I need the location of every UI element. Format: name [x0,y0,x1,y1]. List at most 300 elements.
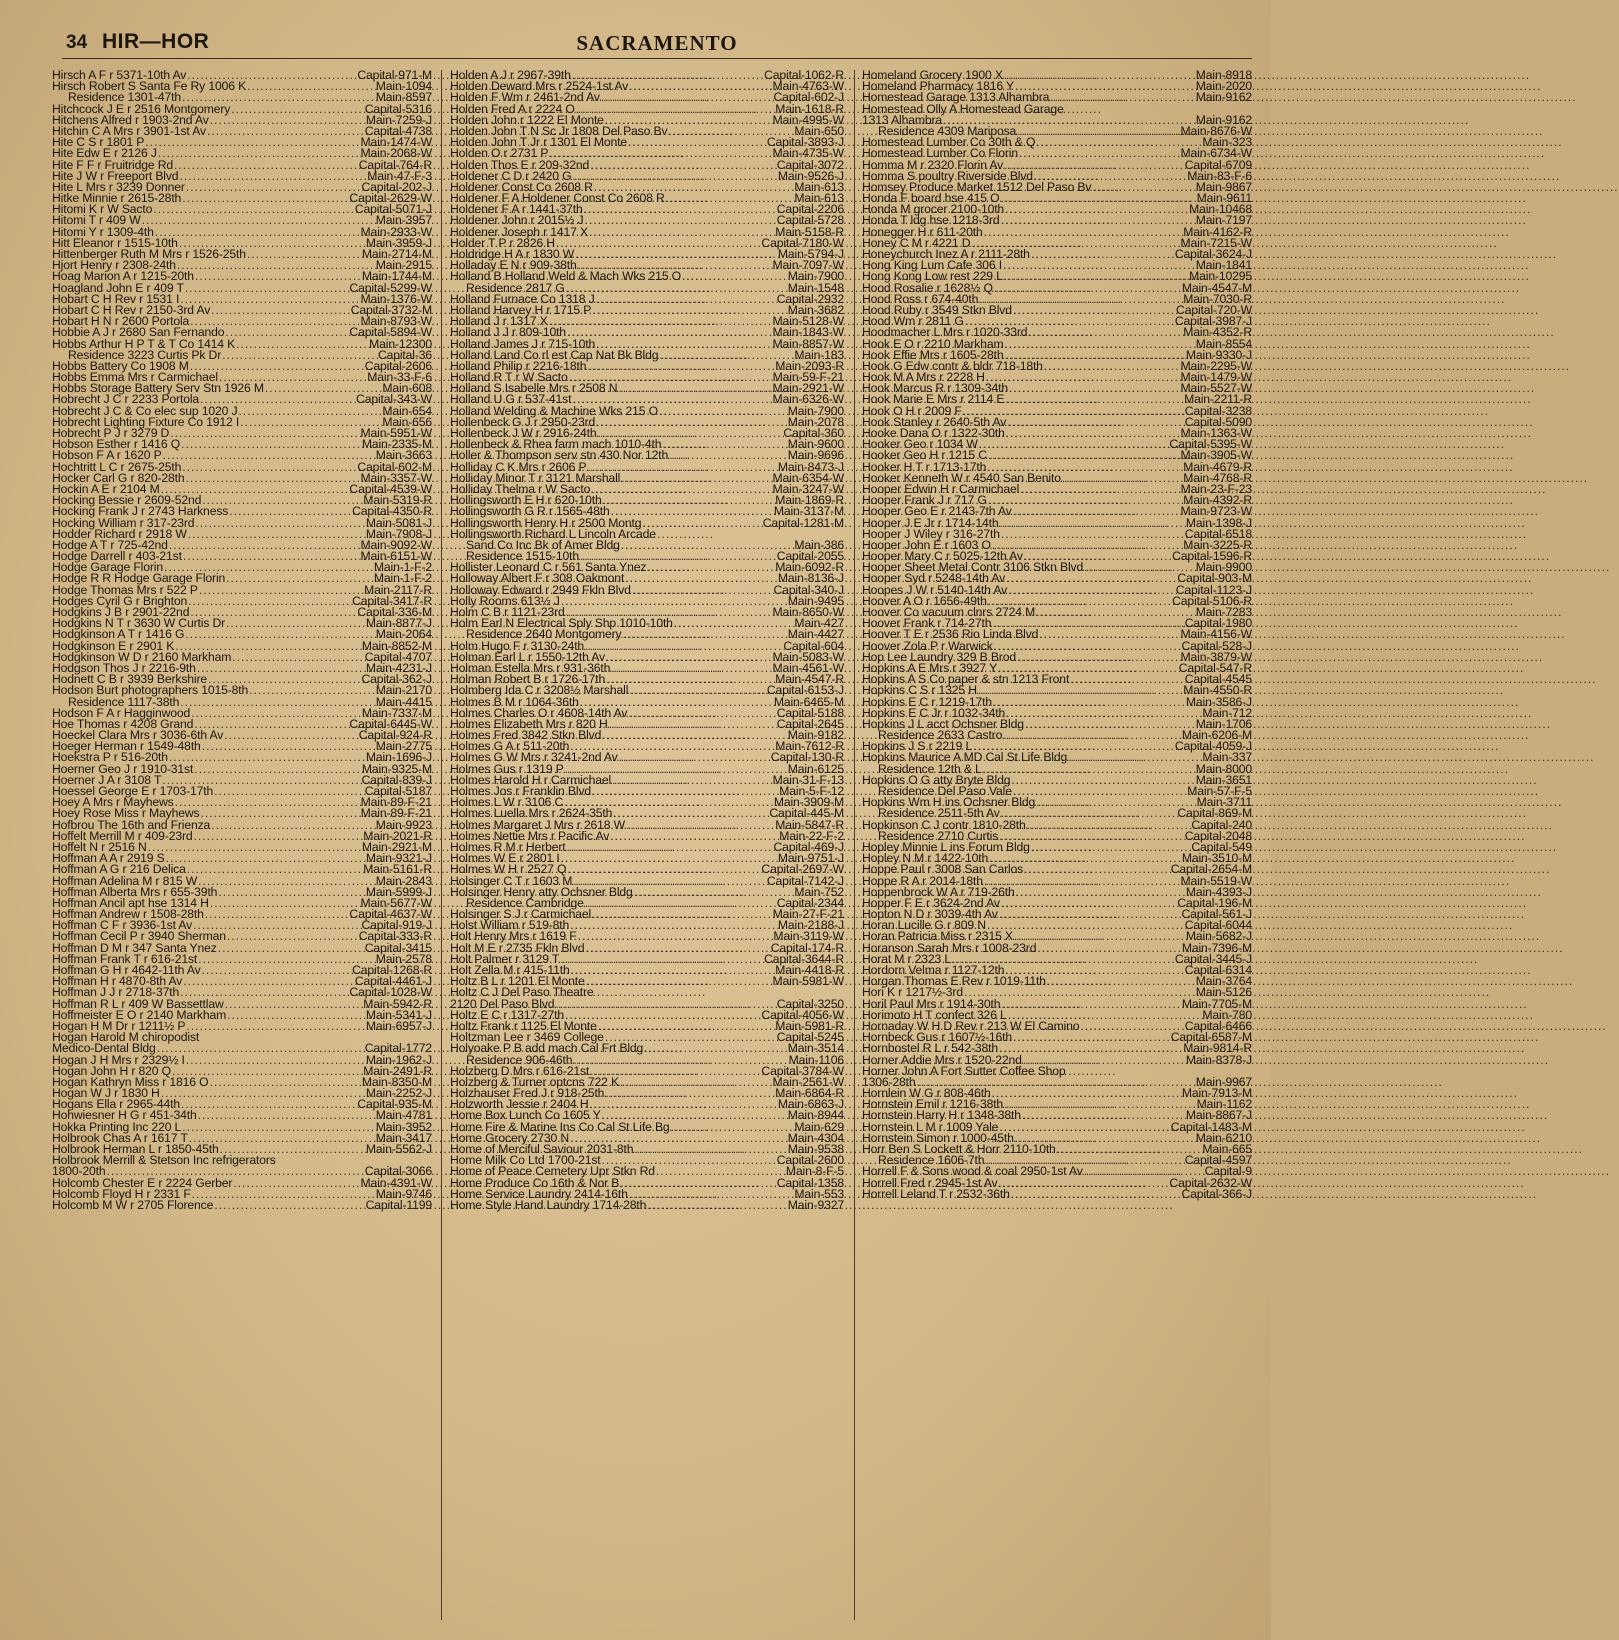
listing-phone: Capital-130-R [770,750,844,765]
listing-phone: Main-9495 [787,593,844,608]
listing-phone: Main-8867-J [1185,1108,1252,1123]
dot-leader [1049,92,1196,103]
listing-name: Hodge Darrell r 403-21st [52,549,182,564]
listing-phone: Main-5942-R [363,996,432,1011]
listing-name: Holbrook Chas A r 1617 T [52,1130,188,1145]
listing-name: Hopkins J S r 2219 L [862,739,973,754]
listing-column-1 [52,70,432,1620]
listing-phone: Capital-2048 [1184,828,1252,843]
listing-phone: Capital-2654-M [1170,862,1252,877]
listing-entry [862,1186,1252,1201]
listing-name: Hopkins O G atty Bryte Bldg [862,772,1011,787]
listing-name: Hite Edw E r 2126 J [52,146,157,161]
listing-phone: Capital-5316 [364,101,432,116]
listing-name: Holliday Thelma r W Sacto [450,481,591,496]
listing-name: Hogans Ella r 2965-44th [52,1097,180,1112]
listing-phone: Main-1398-J [1185,515,1252,530]
listing-phone: Capital-445-M [769,806,844,821]
listing-name: Hodgkins N T r 3630 W Curtis Dr [52,616,226,631]
listing-phone: Main-4768-R [1183,470,1252,485]
listing-name: Residence 2640 Montgomery [466,627,622,642]
listing-phone: Capital-2206 [776,202,844,217]
listing-phone: Main-9967 [1195,1074,1252,1089]
listing-name: Horil Paul Mrs r 1914-30th [862,996,1001,1011]
listing-phone: Main-4352-R [1183,325,1252,340]
listing-name: Holder T P r 2826 H [450,235,555,250]
listing-phone: Capital-469-J [773,839,844,854]
listing-phone: Capital-360 [783,426,844,440]
listing-phone: Capital-4350-R [352,504,432,519]
listing-name: Hooper Mary C r 5025-12th Av [862,549,1023,564]
listing-phone: Capital-3238 [1184,403,1252,418]
dot-leader [1010,1189,1182,1200]
listing-phone: Capital-9 [1204,1164,1252,1179]
city-heading: SACRAMENTO [576,31,738,55]
listing-name: Hornbostel R L r 542-38th [862,1041,999,1056]
listing-name: Hooper John E r 1603 O [862,537,991,552]
listing-name: Hoffman Cecil P r 3940 Sherman [52,929,226,944]
listing-name: Residence 2633 Castro [878,728,1003,743]
listing-phone: Capital-5106-R [1172,593,1252,608]
column-divider [441,70,442,1620]
listing-phone: Main-2843 [375,873,432,888]
listing-phone: Main-9746 [375,1186,432,1201]
listing-name: Homestead Olly A Homestead Garage [862,101,1064,116]
listing-phone: Main-4392-R [1183,493,1252,508]
listing-name: Hobbs Emma Mrs r Carmichael [52,370,218,385]
listing-name: Holt M E r 2735 Fkln Blvd [450,940,585,955]
listing-name: Hopley N M r 1422-10th [862,851,989,866]
listing-phone: Main-3952 [375,1119,432,1134]
listing-phone: Main-3879-W [1180,649,1252,664]
listing-phone: Main-7197 [1195,213,1252,228]
listing-name: Hoopes J W r 5140-14th Av [862,582,1008,597]
listing-name: Holtzman Lee r 3469 College [450,1030,604,1045]
listing-phone: Main-12300 [369,336,432,351]
listing-phone: Capital-5188 [776,705,844,720]
listing-name: Holland S Isabelle Mrs r 2508 N [450,381,618,396]
dot-leader [646,1200,787,1211]
listing-name: Hoffman Ancil apt hse 1314 H [52,895,209,910]
listing-phone: Capital-3644-R [764,951,844,966]
listing-name: Hodge Garage Florin [52,560,163,575]
listing-phone: Main-1474-W [360,135,432,150]
listing-phone: Main-7396-M [1181,940,1252,955]
page-number: 34 [66,32,88,53]
listing-phone: Main-4415 [375,694,432,709]
listing-name: Hitomi T r 409 W [52,213,141,228]
listing-phone: Main-9600 [787,437,844,452]
listing-name: Hollenbeck G J r 2950-23rd [450,414,596,429]
listing-name: Hopkinson C J contr 1810-28th [862,817,1026,832]
listing-name: Hopkins E C r 1219-17th [862,694,993,709]
listing-name: Holmes Margaret J Mrs r 2618 W [450,817,625,832]
listing-name: Holland Harvey H r 1715 P [450,302,592,317]
listing-phone: Capital-4597 [1184,1153,1252,1168]
column-divider [854,70,855,1620]
listing-name: Holdener F A r 1441-37th [450,202,583,217]
listing-name: Residence 2511-5th Av [878,806,1000,821]
listing-name: Hoffman J J r 2718-37th [52,985,180,1000]
listing-phone: Capital-869-M [1177,806,1252,821]
listing-phone: Main-2921-M [361,839,432,854]
listing-phone: Main-9900 [1195,560,1252,575]
listing-phone: Capital-3987-J [1174,314,1252,329]
listing-phone: Main-9321-J [365,851,432,866]
listing-name: Hogan Harold M chiropodist [52,1030,200,1045]
listing-name: Holman Earl L r 1550-12th Av [450,649,606,664]
listing-name: Holt Zella M r 415-11th [450,963,570,977]
listing-phone: Capital-3784-W [761,1063,844,1078]
listing-name: Hoppe R A r 2014-18th [862,873,983,888]
listing-name: Hodnett C B r 3939 Berkshire [52,672,207,687]
listing-phone: Main-650 [794,123,844,138]
listing-name: Hite C S r 1801 P [52,135,145,150]
listing-phone: Main-9611 [1196,191,1252,206]
listing-phone: Main-665 [1202,1142,1252,1156]
listing-name: Hoffman R L r 409 W Bassettlaw [52,996,224,1011]
listing-phone: Main-89-F-21 [360,795,432,810]
listing-name: Holmes B M r 1064-36th [450,694,579,709]
listing-phone: Capital-336-M [357,605,432,619]
listing-name: Holst William r 519-8th [450,918,570,933]
listing-name: Holzhauser Fred J r 918-25th [450,1086,605,1101]
listing-name: 1313 Alhambra [862,112,943,127]
listing-phone: Capital-343-W [356,392,432,407]
listing-phone: Main-5081-J [365,515,432,530]
listing-phone: Main-7900 [787,403,844,418]
listing-phone: Capital-3732-M [350,302,432,317]
listing-phone: Main-83-F-6 [1187,168,1252,183]
listing-phone: Capital-561-J [1181,907,1252,922]
listing-phone: Main-47-F-3 [367,168,432,183]
listing-phone: Capital-1199 [365,1197,432,1212]
listing-phone: Main-3711 [1196,795,1252,810]
listing-name: Hollenbeck & Rhea farm mach 1010-4th [450,437,662,452]
listing-phone: Main-654 [382,403,432,418]
listing-phone: Main-6465-M [773,694,844,709]
listing-phone: Capital-1358 [776,1175,844,1190]
listing-name: Hoag Marion A r 1215-20th [52,269,194,284]
listing-name: Hornbeck Gus r 1607½-16th [862,1030,1013,1045]
listing-name: Hoffman H r 4870-8th Av [52,974,183,989]
listing-name: Hooper Sheet Metal Contr 3106 Stkn Blvd [862,560,1084,575]
listing-name: Hoffman G H r 4642-11th Av [52,963,201,977]
listing-name: Horan Patricia Miss r 2315 X [862,929,1013,944]
listing-name: Home of Merciful Saviour 2031-8th [450,1142,634,1156]
listing-name: Hopkins A S Co paper & stn 1213 Front [862,672,1070,687]
listing-name: Holtz E C r 1317-27th [450,1007,565,1022]
listing-phone: Main-9327 [787,1197,844,1212]
listing-name: Hjort Henry r 2308-24th [52,258,176,273]
listing-name: Hop Lee Laundry 329 B Brod [862,649,1016,664]
listing-name: Hoey A Mrs r Mayhews [52,795,174,810]
listing-name: Horr Ben S Lockett & Horr 2110-10th [862,1142,1056,1156]
listing-phone: Main-8136-J [777,571,844,586]
listing-name: Hogan John H r 820 Q [52,1063,171,1078]
listing-entry [450,1197,844,1212]
listing-phone: Main-8857-W [772,336,844,351]
listing-name: Holland James J r 715-10th [450,336,596,351]
listing-name: Hook G Edw contr & bldr 718-18th [862,358,1043,373]
listing-phone: Main-3119-W [773,929,844,944]
listing-name: Hoover Co vacuum clnrs 2724 M [862,605,1036,619]
listing-phone: Main-1696-J [365,750,432,765]
listing-phone: Main-23-F-23 [1180,481,1252,496]
listing-phone: Main-6206-M [1181,728,1252,743]
listing-name: Hofbrou The 16th and Frienza [52,817,211,832]
listing-name: Hoagland John E r 409 T [52,280,184,295]
listing-name: Homsey Produce Market 1512 Del Paso Bv [862,179,1092,194]
listing-name: Home of Peace Cemetery Upr Stkn Rd [450,1164,655,1179]
listing-name: Hobart H N r 2600 Portola [52,314,190,329]
listing-phone: Capital-919-J [361,918,432,933]
listing-name: Horner Addie Mrs r 1520-22nd [862,1052,1022,1067]
listing-phone: Capital-5090 [1184,414,1252,429]
listing-phone: Main-780 [1202,1007,1252,1022]
listing-phone: Main-33-F-6 [367,370,432,385]
listing-name: Horrell F & Sons wood & coal 2950-1st Av [862,1164,1083,1179]
listing-name: Residence 1515-10th [466,549,580,564]
listing-name: Holmes R M r Herbert [450,839,566,854]
listing-phone: Capital-5071-J [354,202,432,217]
listing-phone: Main-8650-W [772,605,844,619]
listing-name: Hitomi K r W Sacto [52,202,153,217]
listing-name: Hoffman Frank T r 616-21st [52,951,198,966]
listing-name: Hooper Frank J r 717 G [862,493,987,508]
listing-phone: Main-2491-R [363,1063,432,1078]
listing-phone: Main-5981-W [772,974,844,989]
listing-name: Hornlein W G r 808-46th [862,1086,991,1101]
listing-name: Hodgkins J B r 2901-22nd [52,605,190,619]
listing-name: Residence Cambridge [466,895,584,910]
listing-phone: Capital-4707 [364,649,432,664]
dot-leader [641,518,762,529]
listing-name: Hoover Zola P r Warwick [862,638,993,653]
listing-phone: Main-8-F-5 [785,1164,844,1179]
listing-column-2 [450,70,844,1620]
listing-name: Horimoto H T confect 326 L [862,1007,1007,1022]
listing-name: Hodgson Thos J r 2216-9th [52,660,196,675]
listing-phone: Capital-839-J [361,772,432,787]
listing-name: Hook Stanley r 2640-5th Av [862,414,1007,429]
listing-name: Holly Rooms 613½ J [450,593,560,608]
listing-name: Residence Del Paso Vale [878,784,1012,798]
listing-phone: Main-4391-W [360,1175,432,1190]
listing-name: Homestead Garage 1313 Alhambra [862,90,1050,105]
listing-phone: Main-1-F-2 [373,571,432,586]
listing-phone: Main-10468 [1189,202,1252,217]
listing-phone: Main-1-F-2 [373,560,432,575]
listing-name: Home Fire & Marine Ins Co Cal St Life Bg [450,1119,670,1134]
listing-phone: Main-9923 [375,817,432,832]
listing-phone: Main-6210 [1195,1130,1252,1145]
listing-name: Hocking Frank J r 2743 Harkness [52,504,229,519]
listing-phone: Main-6151-W [360,549,432,564]
listing-phone: Capital-6709 [1184,157,1252,172]
listing-phone: Main-3909-M [773,795,844,810]
listing-phone: Main-4763-W [772,79,844,94]
listing-phone: Capital-720-W [1176,302,1252,317]
listing-name: Hocking Bessie r 2609-52nd [52,493,202,508]
listing-phone: Main-8597 [375,90,432,105]
listing-phone: Main-7215-W [1180,235,1252,250]
listing-phone: Main-553 [794,1186,844,1201]
listing-name: Home Grocery 2730 N [450,1130,570,1145]
listing-phone: Capital-196-M [1177,895,1252,910]
listing-phone: Main-9696 [787,448,844,463]
listing-phone: Main-4427 [787,627,844,642]
listing-name: 1306-28th [862,1074,916,1089]
listing-name: Hoffman Adelina M r 815 W [52,873,198,888]
listing-phone: Main-752 [794,884,844,899]
listing-phone: Capital-604 [783,638,844,653]
listing-name: Home Box Lunch Co 1605 Y [450,1108,601,1123]
listing-name: Holzberg D Mrs r 616-21st [450,1063,590,1078]
listing-name: Residence 1606-7th [878,1153,985,1168]
listing-phone: Capital-935-M [357,1097,432,1112]
dot-leader [185,1021,366,1032]
listing-phone: Main-10295 [1189,269,1252,284]
listing-name: Hockin A E r 2104 M [52,481,160,496]
listing-name: Holbrook Merrill & Stetson Inc refrigerators [52,1153,276,1168]
listing-name: Horgan Thomas E Rev r 1019-11th [862,974,1046,989]
listing-name: Hooker Kenneth W r 4540 San Benito [862,470,1061,485]
listing-phone: Capital-1281-M [762,515,844,530]
listing-name: Holdener C D r 2420 G [450,168,572,183]
listing-name: Homeland Grocery 1900 X [862,68,1003,82]
listing-phone: Capital-4637-W [349,907,432,922]
listing-phone: Main-7259-J [365,112,432,127]
listing-phone: Main-8676-W [1180,123,1252,138]
listing-name: Holmes G W Mrs r 3241-2nd Av [450,750,618,765]
listing-phone: Main-386 [794,537,844,552]
listing-name: Hoffman Alberta Mrs r 655-39th [52,884,218,899]
listing-name: Hood Ruby r 3549 Stkn Blvd [862,302,1012,317]
listing-phone: Main-9814-R [1183,1041,1252,1056]
listing-name: Honda F board hse 415 O [862,191,1000,206]
listing-name: Hobbs Battery Co 1908 M [52,358,189,373]
listing-name: Residence 4309 Mariposa [878,123,1017,138]
listing-name: Homestead Lumber Co 30th & Q [862,135,1036,150]
listing-name: Holdener Const Co 2608 R [450,179,593,194]
listing-phone: Main-2117-R [364,582,432,597]
listing-phone: Capital-2055 [776,549,844,564]
listing-phone: Main-2211-R [1184,392,1252,407]
listing-phone: Main-9182 [787,728,844,743]
listing-phone: Capital-1062-R [764,68,844,82]
listing-name: Hodges Cyril G r Brighton [52,593,188,608]
listing-phone: Capital-3417-R [352,593,432,608]
listing-name: Homeland Pharmacy 1816 Y [862,79,1014,94]
listing-column-3 [862,70,1252,1620]
listing-phone: Capital-6587-M [1170,1030,1252,1045]
listing-phone: Main-2170 [375,683,432,698]
listing-name: Holmberg Ida C r 3208½ Marshall [450,683,629,698]
listing-name: Hoerner J A r 3108 T [52,772,162,787]
listing-name: Hobson F A r 1620 P [52,448,162,463]
listing-phone: Capital-4461-J [354,974,432,989]
listing-phone: Capital-903-M [1177,571,1252,586]
listing-phone: Main-1706 [1195,716,1252,731]
listing-phone: Capital-3624-J [1174,247,1252,261]
listing-phone: Main-9867 [1195,179,1252,194]
listing-phone: Main-5341-J [365,1007,432,1022]
listing-phone: Main-7913-M [1181,1086,1252,1101]
listing-phone: Main-9538 [787,1142,844,1156]
listing-name: Hoeckel Clara Mrs r 3036-6th Av [52,728,224,743]
listing-name: Hopkins C S r 1325 H [862,683,977,698]
listing-name: Hoe Thomas r 4208 Grand [52,716,194,731]
listing-phone: Capital-1980 [1184,616,1252,631]
listing-phone: Main-8378-J [1185,1052,1252,1067]
listing-phone: Main-57-F-5 [1187,784,1252,798]
listing-phone: Capital-2629-W [349,191,432,206]
listing-name: Home Service Laundry 2414-16th [450,1186,628,1201]
listing-name: Hocking William r 317-23rd [52,515,195,530]
listing-name: Hobson Esther r 1416 Q [52,437,181,452]
listing-name: Honda T ldg hse 1218-3rd [862,213,1000,228]
listing-name: Hodder Richard r 2918 W [52,526,187,541]
listing-phone: Main-2188-J [777,918,844,933]
listing-phone: Main-3764 [1195,974,1252,989]
listing-name: Hittenberger Ruth M Mrs r 1526-25th [52,247,246,261]
listing-phone: Main-613 [794,179,844,194]
listing-name: Honey C M r 4221 D [862,235,971,250]
listing-phone: Main-2775 [375,739,432,754]
listing-name: Holloway Edward r 2949 Fkln Blvd [450,582,631,597]
listing-name: Holm Earl N Electrical Sply Shp 1010-10th [450,616,673,631]
listing-phone: Main-2064 [375,627,432,642]
listing-name: Hood Ross r 674-40th [862,291,979,306]
listing-name: Holden Thos E r 209-32nd [450,157,590,172]
listing-phone: Capital-3072 [776,157,844,172]
listing-name: Holzberg & Turner optcns 722 K [450,1074,619,1089]
listing-name: Hite J W r Freeport Blvd [52,168,179,183]
listing-phone: Main-3663 [375,448,432,463]
listing-phone: Main-5126 [1195,985,1252,1000]
listing-phone: Main-5682-J [1185,929,1252,944]
listing-name: Hoover T E r 2536 Rio Linda Blvd [862,627,1039,642]
listing-name: Hitt Eleanor r 1515-10th [52,235,178,250]
listing-phone: Capital-2932 [776,291,844,306]
listing-phone: Capital-3445-J [1174,951,1252,966]
listing-name: Hood Wm r 2811 G [862,314,964,329]
listing-name: Home Style Hand Laundry 1714-28th [450,1197,647,1212]
listing-name: Hooper Edwin H r Carmichael [862,481,1020,496]
listing-phone: Main-2078 [787,414,844,429]
listing-phone: Capital-971-M [357,68,432,82]
listing-name: Holmes Nettie Mrs r Pacific Av [450,828,610,843]
listing-phone: Capital-7180-W [761,235,844,250]
listing-name: Holland J J r 809-10th [450,325,566,340]
listing-name: Hopkins E C Jr r 1032-34th [862,705,1006,720]
listing-name: Hopper F E r 3624-2nd Av [862,895,1000,910]
listing-phone: Main-3959-J [365,235,432,250]
listing-name: Holliday Minor T r 3121 Marshall [450,470,621,485]
listing-name: Hopkins A E Mrs r 3927 Y [862,660,998,675]
listing-phone: Main-3651 [1195,772,1252,787]
listing-phone: Main-3514 [787,1041,844,1056]
listing-phone: Main-2021-R [363,828,432,843]
listing-name: Hornstein L M r 1009 Yale [862,1119,999,1134]
listing-name: Hobrecht P J r 3279 D [52,426,170,440]
listing-name: Hocker Carl G r 820-28th [52,470,185,485]
listing-name: Hohwiesner H G r 451-34th [52,1108,197,1123]
listing-phone: Capital-602-M [357,459,432,474]
listing-phone: Main-2093-R [775,358,844,373]
listing-name: Hori K r 1217½-3rd [862,985,963,1000]
